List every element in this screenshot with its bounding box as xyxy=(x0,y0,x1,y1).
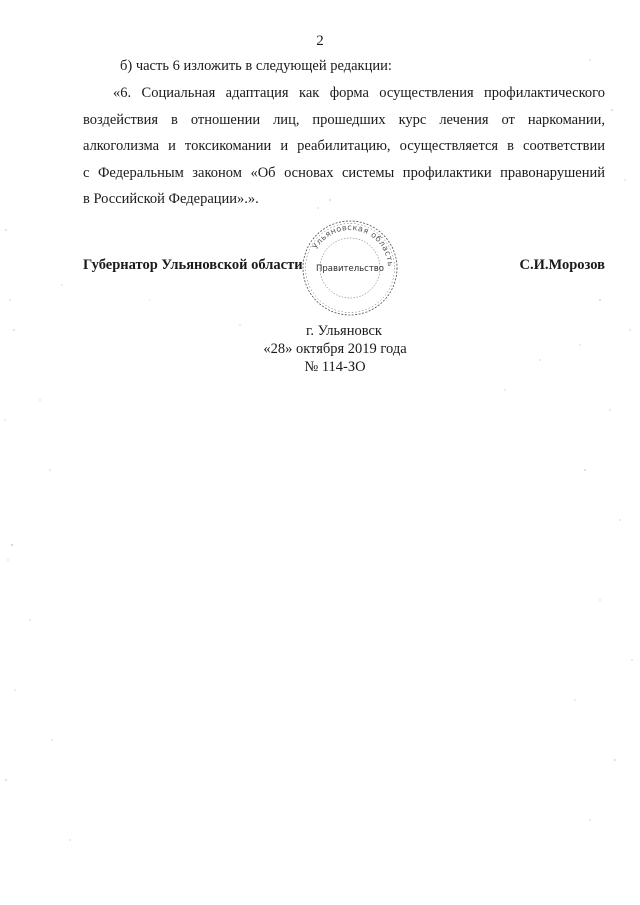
city-line: г. Ульяновск xyxy=(306,323,382,339)
signatory-name: С.И.Морозов xyxy=(519,257,605,273)
date-line: «28» октября 2019 года xyxy=(263,341,407,357)
paragraph-line: алкоголизма и токсикомании и реабилитацию, осуществляется в соответствии xyxy=(83,138,605,154)
paragraph-line: в Российской Федерации».». xyxy=(83,191,259,207)
official-seal-stamp xyxy=(300,218,400,318)
seal-ring-text: Ульяновская область xyxy=(310,222,396,268)
paragraph-line: «6. Социальная адаптация как форма осуществления профилактического xyxy=(113,85,605,101)
amendment-paragraph xyxy=(83,80,605,213)
paragraph-line: с Федеральным законом «Об основах системы профилактики правонарушений xyxy=(83,164,605,181)
seal-center-text: Правительство xyxy=(316,264,384,274)
signatory-title: Губернатор Ульяновской области xyxy=(83,257,303,273)
law-number-line: № 114-ЗО xyxy=(304,359,366,375)
amendment-sub-item: б) часть 6 изложить в следующей редакции: xyxy=(120,58,392,74)
paragraph-line: воздействия в отношении лиц, прошедших курс лечения от наркомании, xyxy=(83,111,605,128)
place-date-number-block xyxy=(0,322,640,376)
page-number: 2 xyxy=(316,33,324,49)
